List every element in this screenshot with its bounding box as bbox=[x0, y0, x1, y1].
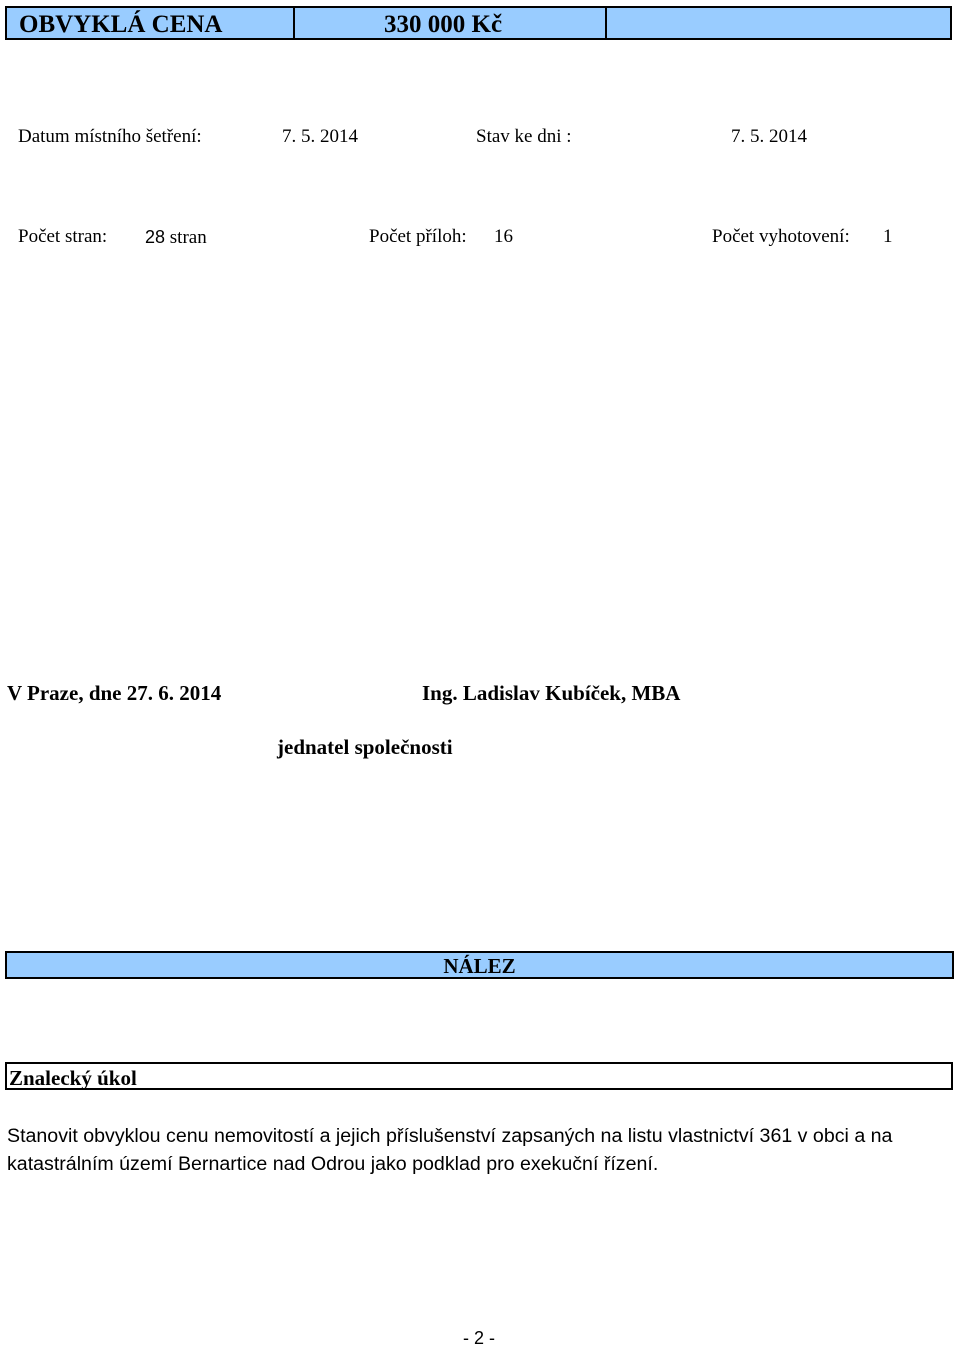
inspection-date-label: Datum místního šetření: bbox=[18, 126, 202, 147]
page-count-label: Počet stran: bbox=[18, 226, 108, 247]
page-count-unit: stran bbox=[169, 227, 207, 248]
inspection-date-value: 7. 5. 2014 bbox=[282, 126, 358, 147]
place-date: V Praze, dne 27. 6. 2014 bbox=[7, 681, 222, 705]
page-count-number: 28 bbox=[145, 227, 166, 247]
page-number: - 2 - bbox=[463, 1328, 496, 1348]
copies-count-label: Počet vyhotovení: bbox=[712, 226, 850, 247]
price-value: 330 000 Kč bbox=[384, 11, 503, 38]
attachment-count-label: Počet příloh: bbox=[369, 226, 467, 247]
page-count-value bbox=[145, 226, 207, 249]
price-label: OBVYKLÁ CENA bbox=[19, 11, 223, 38]
signatory-name: Ing. Ladislav Kubíček, MBA bbox=[422, 681, 681, 705]
price-header bbox=[5, 6, 952, 40]
signatory-role: jednatel společnosti bbox=[277, 735, 453, 759]
copies-count-value: 1 bbox=[883, 226, 893, 247]
state-date-value: 7. 5. 2014 bbox=[731, 126, 807, 147]
state-date-label: Stav ke dni : bbox=[476, 126, 572, 147]
task-heading-bar bbox=[5, 1062, 953, 1090]
attachment-count-value: 16 bbox=[494, 226, 513, 247]
section-title-bar bbox=[5, 951, 954, 979]
section-title: NÁLEZ bbox=[443, 954, 516, 978]
task-text: Stanovit obvyklou cenu nemovitostí a jejich příslušenství zapsaných na listu vlastnictví 361 v obci a na katastrálním území Bernartice nad Odrou jako podklad pro exekuční řízení. bbox=[7, 1125, 893, 1175]
task-heading: Znalecký úkol bbox=[9, 1066, 137, 1090]
